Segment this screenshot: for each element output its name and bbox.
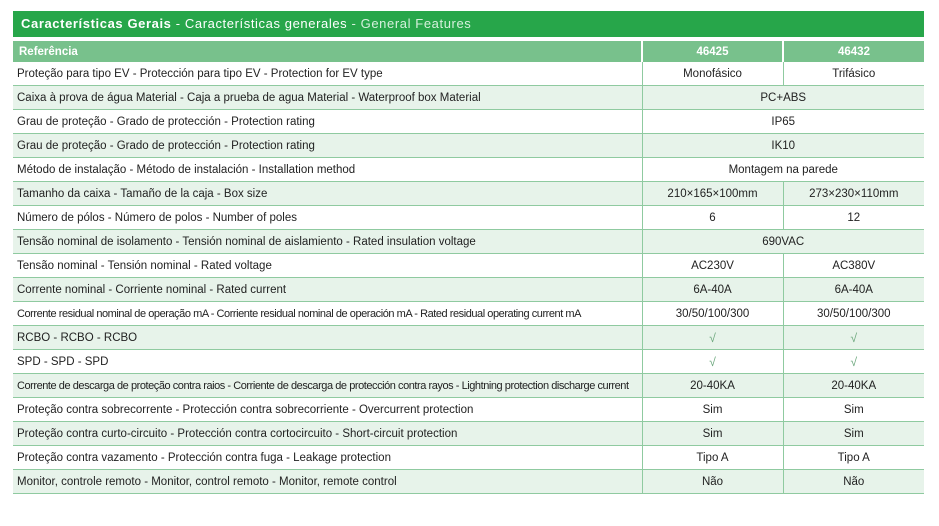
row-value-46432: Sim: [783, 398, 924, 422]
row-value-46432: Tipo A: [783, 446, 924, 470]
table-row: [13, 446, 924, 470]
table-row: [13, 374, 924, 398]
row-label: Número de pólos - Número de polos - Number of poles: [13, 206, 642, 230]
row-label: RCBO - RCBO - RCBO: [13, 326, 642, 350]
title-pt: Características Gerais: [21, 16, 172, 31]
row-value-46432: 273×230×110mm: [783, 182, 924, 206]
row-label: Método de instalação - Método de instalación - Installation method: [13, 158, 642, 182]
row-label: Tensão nominal de isolamento - Tensión nominal de aislamiento - Rated insulation voltage: [13, 230, 642, 254]
row-label: Proteção contra curto-circuito - Protección contra cortocircuito - Short-circuit protection: [13, 422, 642, 446]
section-title: [13, 11, 924, 37]
row-label: Caixa à prova de água Material - Caja a prueba de agua Material - Waterproof box Material: [13, 86, 642, 110]
title-en: General Features: [360, 16, 472, 31]
table-row: [13, 398, 924, 422]
row-value-46432: Não: [783, 470, 924, 494]
row-value-46425: 20-40KA: [642, 374, 783, 398]
row-value-46432: 6A-40A: [783, 278, 924, 302]
title-es: Características generales: [184, 16, 348, 31]
features-table: [13, 41, 924, 494]
row-label: Grau de proteção - Grado de protección - Protection rating: [13, 110, 642, 134]
row-value-46432: 20-40KA: [783, 374, 924, 398]
row-label: SPD - SPD - SPD: [13, 350, 642, 374]
table-row: [13, 278, 924, 302]
row-value-46432: 30/50/100/300: [783, 302, 924, 326]
check-icon: √: [642, 350, 783, 374]
table-row: [13, 182, 924, 206]
table-body: [13, 62, 924, 494]
table-header-row: [13, 41, 924, 62]
row-value-both-models: Montagem na parede: [642, 158, 924, 182]
row-value-46425: Sim: [642, 422, 783, 446]
table-row: [13, 158, 924, 182]
check-icon: √: [642, 326, 783, 350]
row-value-both-models: PC+ABS: [642, 86, 924, 110]
row-value-both-models: IP65: [642, 110, 924, 134]
header-model-46432: 46432: [783, 41, 924, 62]
row-label: Corrente residual nominal de operação mA - Corriente residual nominal de operación mA - Rated residual operating current mA: [13, 302, 642, 326]
row-label: Corrente de descarga de proteção contra raios - Corriente de descarga de protección contra rayos - Lightning protection discharge current: [13, 374, 642, 398]
table-row: [13, 350, 924, 374]
header-reference: Referência: [13, 41, 642, 62]
table-row: [13, 86, 924, 110]
row-value-46425: Tipo A: [642, 446, 783, 470]
table-row: [13, 254, 924, 278]
row-label: Corrente nominal - Corriente nominal - Rated current: [13, 278, 642, 302]
table-row: [13, 110, 924, 134]
table-row: [13, 62, 924, 86]
row-value-46425: 6: [642, 206, 783, 230]
row-value-both-models: IK10: [642, 134, 924, 158]
row-value-46425: AC230V: [642, 254, 783, 278]
table-row: [13, 206, 924, 230]
row-value-46432: Sim: [783, 422, 924, 446]
row-label: Monitor, controle remoto - Monitor, control remoto - Monitor, remote control: [13, 470, 642, 494]
row-value-46425: Sim: [642, 398, 783, 422]
header-model-46425: 46425: [642, 41, 783, 62]
table-row: [13, 134, 924, 158]
row-value-46425: Não: [642, 470, 783, 494]
check-icon: √: [783, 326, 924, 350]
row-label: Proteção contra vazamento - Protección contra fuga - Leakage protection: [13, 446, 642, 470]
row-label: Grau de proteção - Grado de protección - Protection rating: [13, 134, 642, 158]
row-value-46425: Monofásico: [642, 62, 783, 86]
row-value-46425: 30/50/100/300: [642, 302, 783, 326]
table-row: [13, 302, 924, 326]
row-value-46425: 6A-40A: [642, 278, 783, 302]
title-sep-2: -: [347, 16, 361, 31]
row-label: Proteção contra sobrecorrente - Protección contra sobrecorriente - Overcurrent protection: [13, 398, 642, 422]
row-label: Proteção para tipo EV - Protección para tipo EV - Protection for EV type: [13, 62, 642, 86]
row-value-46432: AC380V: [783, 254, 924, 278]
check-icon: √: [783, 350, 924, 374]
row-label: Tensão nominal - Tensión nominal - Rated voltage: [13, 254, 642, 278]
table-row: [13, 422, 924, 446]
table-row: [13, 470, 924, 494]
row-label: Tamanho da caixa - Tamaño de la caja - Box size: [13, 182, 642, 206]
title-sep-1: -: [171, 16, 185, 31]
row-value-46432: 12: [783, 206, 924, 230]
features-section: [13, 11, 924, 494]
row-value-both-models: 690VAC: [642, 230, 924, 254]
table-row: [13, 230, 924, 254]
row-value-46425: 210×165×100mm: [642, 182, 783, 206]
row-value-46432: Trifásico: [783, 62, 924, 86]
table-row: [13, 326, 924, 350]
